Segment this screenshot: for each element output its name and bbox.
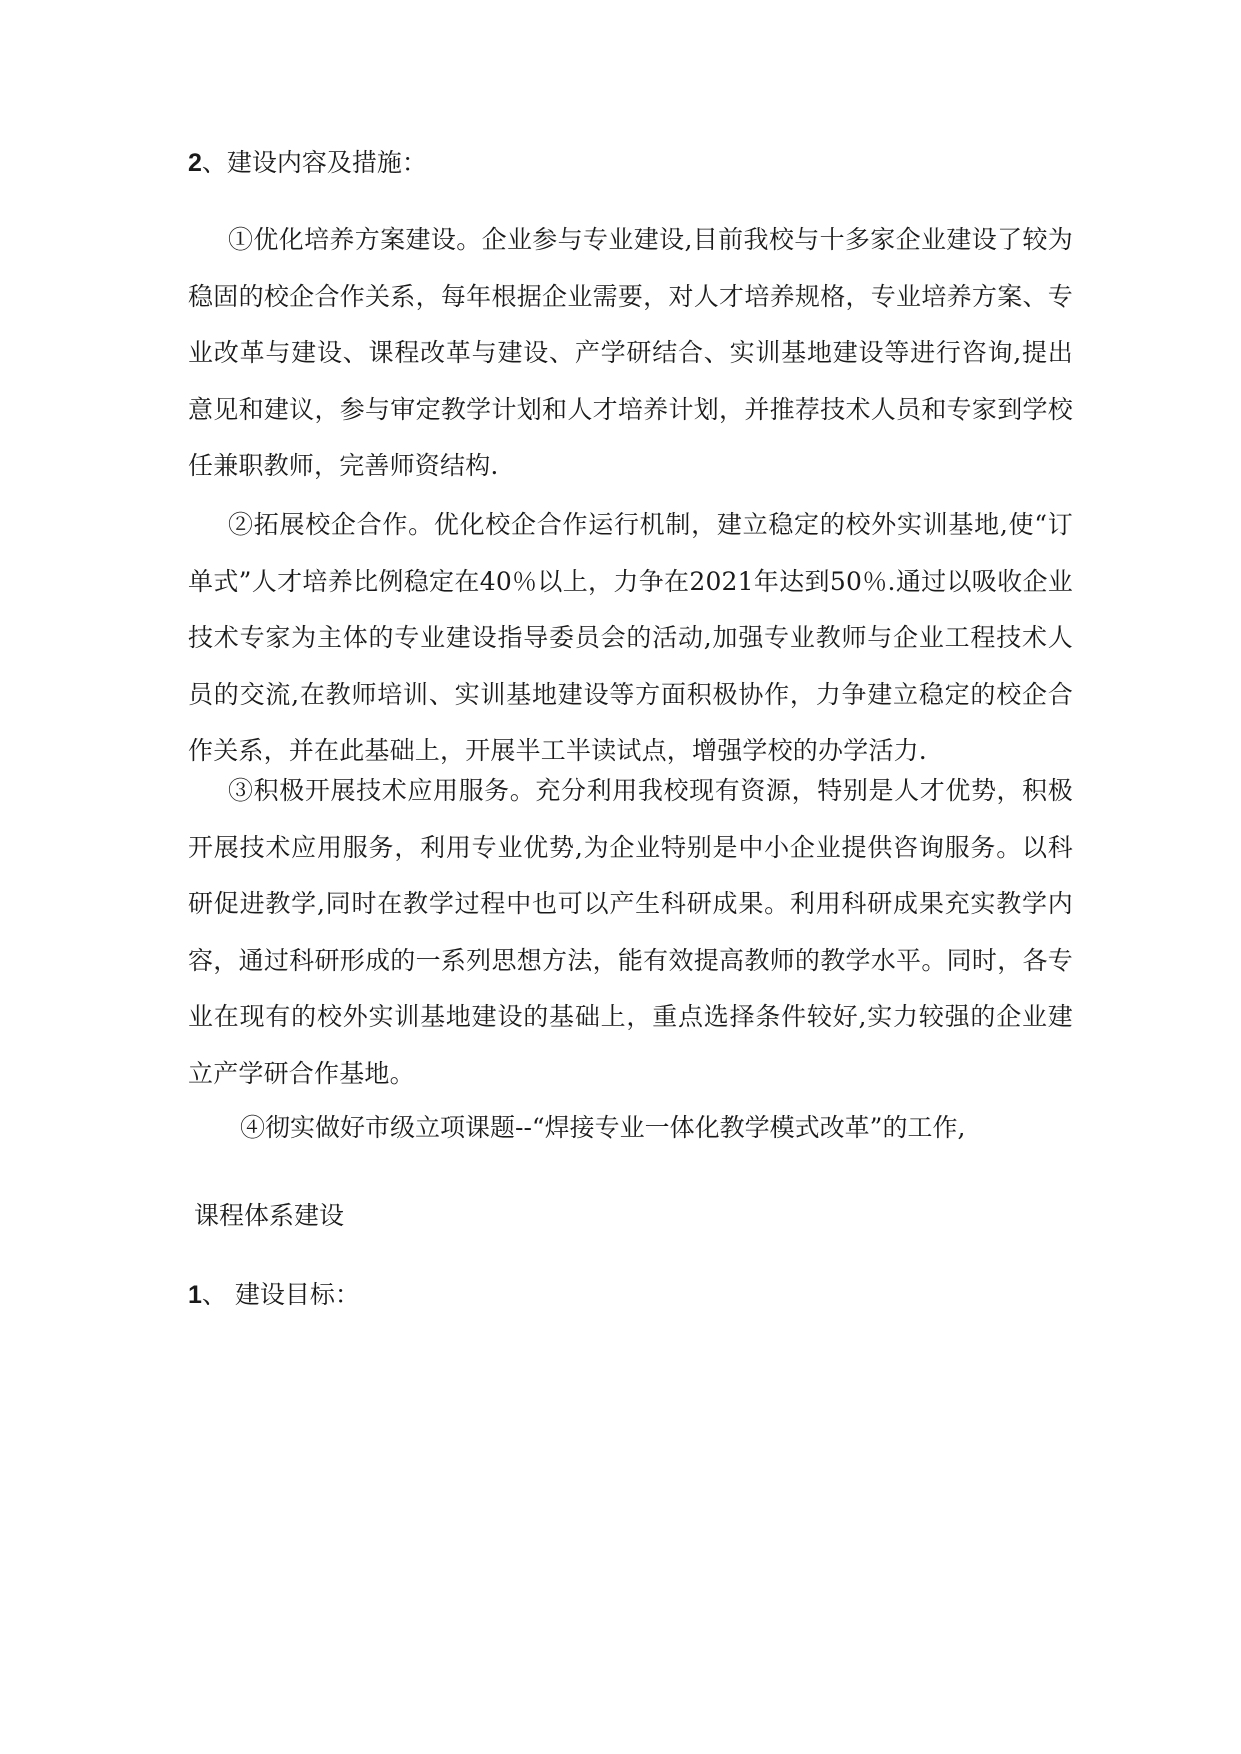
item-4-line: ④彻实做好市级立项课题--“焊接专业一体化教学模式改革”的工作, bbox=[240, 1113, 966, 1142]
paragraph-3: ③积极开展技术应用服务。充分利用我校现有资源，特别是人才优势，积极开展技术应用服务，利用专业优势,为企业特别是中小企业提供咨询服务。以科研促进教学,同时在教学过程中也可以产生科研成果。利用科研成果充实教学内容，通过科研形成的一系列思想方法，能有效提高教师的教学水平。同时，各专业在现有的校外实训基地建设的基础上，重点选择条件较好,实力较强的企业建立产学研合作基地。 bbox=[188, 776, 1073, 1088]
section-2-number: 2 bbox=[188, 149, 202, 177]
section-1-number: 1 bbox=[188, 1281, 202, 1309]
section-1-heading bbox=[188, 1275, 360, 1315]
paragraph-1: ①优化培养方案建设。企业参与专业建设,目前我校与十多家企业建设了较为稳固的校企合作关系，每年根据企业需要，对人才培养规格，专业培养方案、专业改革与建设、课程改革与建设、产学研结合、实训基地建设等进行咨询,提出意见和建议，参与审定教学计划和人才培养计划，并推荐技术人员和专家到学校任兼职教师，完善师资结构. bbox=[188, 225, 1073, 480]
section-1-title: 、 建设目标： bbox=[201, 1280, 360, 1309]
section-2-heading bbox=[188, 143, 427, 183]
section-2-title: 、建设内容及措施： bbox=[201, 148, 427, 177]
paragraph-2: ②拓展校企合作。优化校企合作运行机制，建立稳定的校外实训基地,使“订单式”人才培养比例稳定在40％以上，力争在2021年达到50％.通过以吸收企业技术专家为主体的专业建设指导委员会的活动,加强专业教师与企业工程技术人员的交流,在教师培训、实训基地建设等方面积极协作，力争建立稳定的校企合作关系，并在此基础上，开展半工半读试点，增强学校的办学活力. bbox=[188, 510, 1073, 765]
subsection-title: 课程体系建设 bbox=[194, 1201, 345, 1230]
